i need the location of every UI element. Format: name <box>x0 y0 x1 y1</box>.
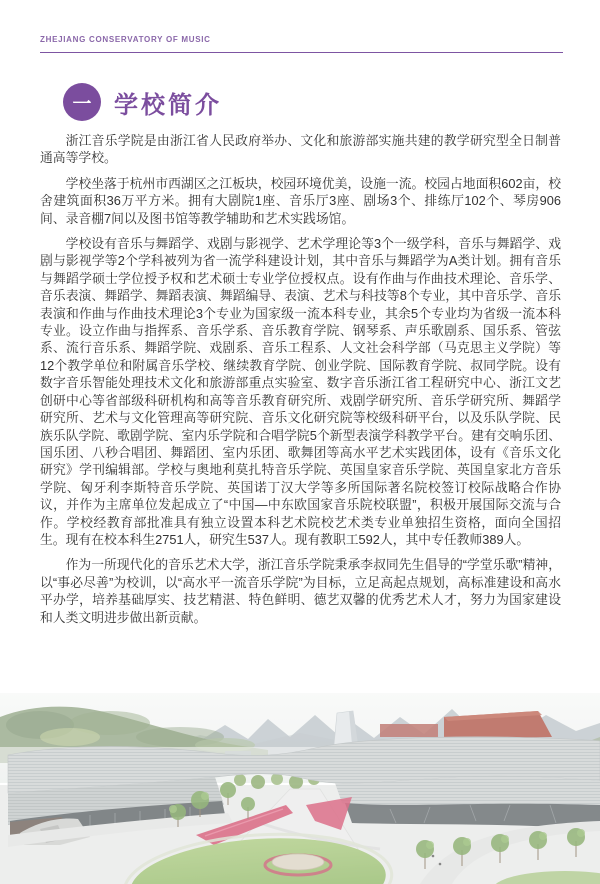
intro-paragraph-4: 作为一所现代化的音乐艺术大学，浙江音乐学院秉承李叔同先生倡导的“学堂乐歌”精神，以“事必尽善”为校训，以“高水平一流音乐学院”为目标，立足高起点规划，高标准建设和高水平办学，培养基础厚实、技艺精湛、特色鲜明、德艺双馨的优秀艺术人才，努力为国家建设和人类文明进步做出新贡献。 <box>40 557 561 625</box>
section-heading <box>63 83 222 121</box>
intro-paragraph-1: 浙江音乐学院是由浙江省人民政府举办、文化和旅游部实施共建的教学研究型全日制普通高等学校。 <box>40 133 561 166</box>
body-text <box>40 132 561 634</box>
intro-paragraph-2: 学校坐落于杭州市西湖区之江板块，校园环境优美，设施一流。校园占地面积602亩，校舍建筑面积36万平方米。拥有大剧院1座、音乐厅3座、剧场3个、排练厅102个、琴房906间、录音棚7间以及图书馆等教学辅助和艺术实践场馆。 <box>40 175 561 226</box>
brand-text: ZHEJIANG CONSERVATORY OF MUSIC <box>40 35 211 44</box>
intro-paragraph-3: 学校设有音乐与舞蹈学、戏剧与影视学、艺术学理论等3个一级学科，音乐与舞蹈学、戏剧与影视学等2个学科被列为省一流学科建设计划，其中音乐与舞蹈学为A类计划。拥有音乐与舞蹈学硕士学位授予权和艺术硕士专业学位授权点。设有作曲与作曲技术理论、音乐学、音乐表演、舞蹈学、舞蹈表演、舞蹈编导、表演、艺术与科技等8个专业，其中音乐学、音乐表演和作曲与作曲技术理论3个专业为国家级一流本科专业，其余5个专业均为省级一流本科专业。设立作曲与指挥系、音乐学系、音乐教育学院、钢琴系、声乐歌剧系、国乐系、管弦系、流行音乐系、舞蹈学院、戏剧系、音乐工程系、人文社会科学部（马克思主义学院）等12个教学单位和附属音乐学校、继续教育学院、创业学院、国际教育学院、叔同学院。设有数字音乐智能处理技术文化和旅游部重点实验室、数字音乐浙江省工程研究中心、浙江文艺创研中心等省部级科研机构和高等音乐教育研究所、戏剧学研究所、音乐学研究所、舞蹈学研究所、艺术与文化管理高等研究院、音乐文化研究院等校级科研平台，以及乐队学院、民族乐队学院、歌剧学院、室内乐学院和合唱学院5个新型表演学科教学平台。建有交响乐团、国乐团、八秒合唱团、舞蹈团、室内乐团、歌舞团等高水平艺术实践团体，设有《音乐文化研究》学刊编辑部。学校与奥地利莫扎特音乐学院、英国皇家音乐学院、英国皇家北方音乐学院、匈牙利李斯特音乐学院、英国诺丁汉大学等多所国际著名院校签订校际战略合作协议，并作为主席单位发起成立了“中国—中东欧国家音乐院校联盟”，积极开展国际交流与合作。学校经教育部批准具有独立设置本科艺术院校艺术类专业单独招生资格，面向全国招生。现有在校本科生2751人，研究生537人。现有教职工592人，其中专任教师389人。 <box>40 236 561 547</box>
section-title: 学校简介 <box>114 92 222 119</box>
section-number-badge: 一 <box>63 83 101 121</box>
header-rule <box>40 52 563 53</box>
campus-photo <box>0 693 600 884</box>
